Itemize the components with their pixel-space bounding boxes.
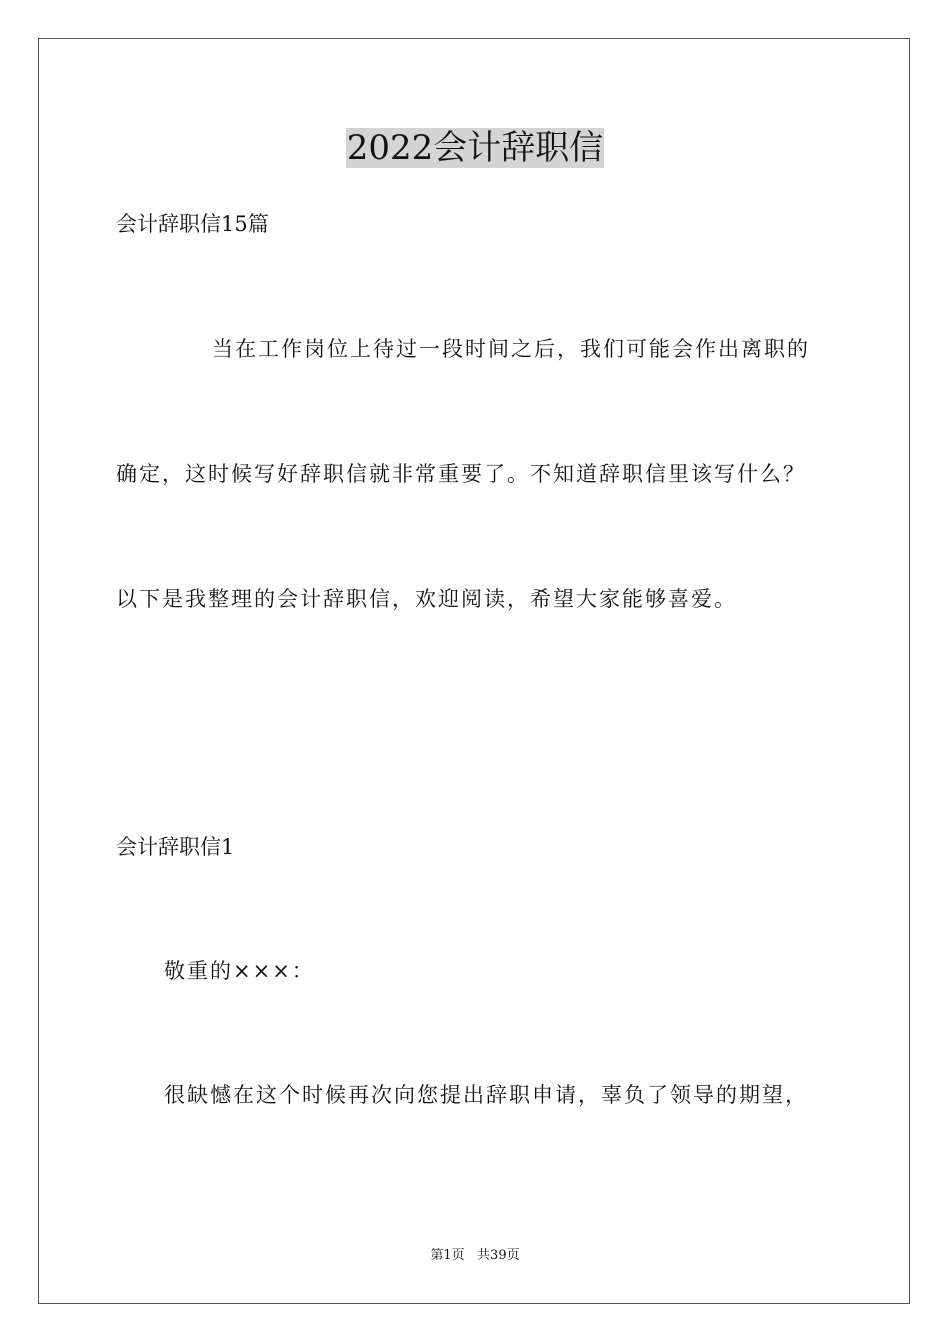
document-title-text: 2022会计辞职信	[346, 128, 604, 168]
document-subtitle: 会计辞职信15篇	[116, 212, 269, 236]
section-title: 会计辞职信1	[116, 835, 235, 859]
document-title	[0, 126, 950, 170]
intro-line-2: 确定，这时候写好辞职信就非常重要了。不知道辞职信里该写什么？	[116, 462, 806, 486]
salutation: 敬重的×××：	[164, 959, 315, 983]
body-line-1: 很缺憾在这个时候再次向您提出辞职申请，辜负了领导的期望，	[164, 1083, 808, 1107]
page-footer: 第1页 共39页	[430, 1248, 520, 1263]
intro-line-1: 当在工作岗位上待过一段时间之后，我们可能会作出离职的	[212, 337, 810, 361]
intro-line-3: 以下是我整理的会计辞职信，欢迎阅读，希望大家能够喜爱。	[116, 587, 737, 611]
